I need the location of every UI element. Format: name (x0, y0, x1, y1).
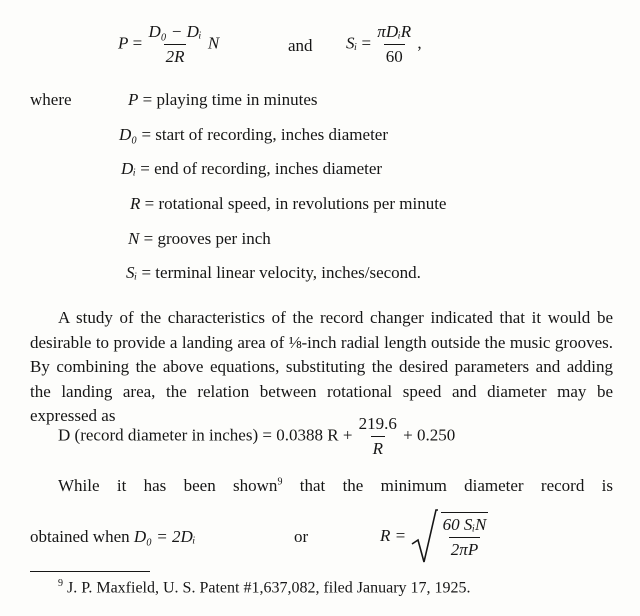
eq-p-denominator: 2R (164, 44, 187, 67)
definition-row: Sᵢ = terminal linear velocity, inches/second. (126, 263, 421, 282)
paragraph2-start: While it has been shown (58, 476, 278, 495)
definition-symbol: Dᵢ (121, 159, 136, 178)
definition-text: rotational speed, in revolutions per minute (158, 194, 447, 213)
eq-r-lhs: R = (380, 526, 407, 545)
min-eq-lead (30, 527, 195, 547)
definition-row: P = playing time in minutes (128, 90, 318, 109)
equation-rotational-speed (380, 508, 488, 564)
eq-s-lhs: Sᵢ (346, 33, 358, 53)
equation-playing-time: P = $\frac{\text{D₀ − Dᵢ}}{2R}$ N (118, 22, 220, 66)
definition-symbol: D₀ (119, 125, 138, 144)
definition-text: playing time in minutes (156, 90, 318, 109)
eq-d-denominator: R (371, 436, 385, 459)
eq-r-denominator: 2πP (449, 537, 480, 560)
definition-text: terminal linear velocity, inches/second. (155, 263, 421, 282)
eq-p-lhs: P (118, 33, 129, 53)
paragraph-minimum-diameter (58, 476, 613, 496)
eq-d-numerator: 219.6 (358, 414, 397, 433)
where-label: where (30, 90, 72, 109)
eq-s-numerator: πDᵢR (377, 22, 412, 41)
eq-s-denominator: 60 (384, 44, 405, 67)
definition-symbol: N (128, 229, 140, 248)
footnote-ref: 9 (277, 476, 283, 488)
eq-r-numerator: 60 SᵢN (442, 515, 487, 534)
definition-symbol: R (130, 194, 141, 213)
definition-text: end of recording, inches diameter (154, 159, 383, 178)
eq-d-term2: + 0.250 (403, 425, 456, 445)
eq-p-tail: N (207, 33, 220, 53)
eq-p-numerator: D₀ − Dᵢ (148, 22, 202, 41)
paragraph-record-changer: A study of the characteristics of the record changer indicated that it would be desirable to provide a landing area of ⅛-inch radial length outside the music grooves. By combining the above equations, substituting the desired parameters and adding the landing area, the relation between rotational speed and diameter may be expressed as (30, 308, 613, 425)
eq-s-tail: , (417, 33, 422, 53)
min-eq-lead-text: obtained when (30, 527, 130, 546)
definition-row: N = grooves per inch (128, 229, 271, 248)
equation-and: and (288, 36, 313, 55)
eq-d-fraction (357, 414, 399, 459)
definition-row: D₀ = start of recording, inches diameter (119, 125, 388, 144)
footnote-text: J. P. Maxfield, U. S. Patent #1,637,082, filed January 17, 1925. (67, 579, 471, 597)
min-eq-or: or (294, 527, 309, 546)
definition-text: start of recording, inches diameter (155, 125, 388, 144)
definition-row: R = rotational speed, in revolutions per minute (130, 194, 447, 213)
footnote-divider (30, 571, 150, 572)
eq-d-term1: = 0.0388 R + (262, 425, 353, 445)
definition-symbol: P (128, 90, 139, 109)
equation-diameter (58, 414, 455, 459)
min-eq-condition: D₀ = 2Dᵢ (133, 527, 196, 546)
paragraph2-end: that the minimum diameter record is (282, 476, 613, 495)
footnote-marker: 9 (58, 578, 63, 589)
eq-r-fraction (441, 512, 489, 560)
equation-terminal-velocity: Sᵢ = $\frac{\text{πDᵢR}}{60}$ , (346, 22, 422, 66)
definition-row: Dᵢ = end of recording, inches diameter (121, 159, 383, 178)
eq-p-fraction (146, 22, 203, 67)
sqrt-icon (410, 508, 438, 564)
footnote (58, 578, 471, 597)
eq-d-lhs: D (record diameter in inches) (58, 425, 259, 445)
eq-s-fraction (375, 22, 413, 67)
definition-text: grooves per inch (157, 229, 271, 248)
definition-symbol: Sᵢ (126, 263, 138, 282)
